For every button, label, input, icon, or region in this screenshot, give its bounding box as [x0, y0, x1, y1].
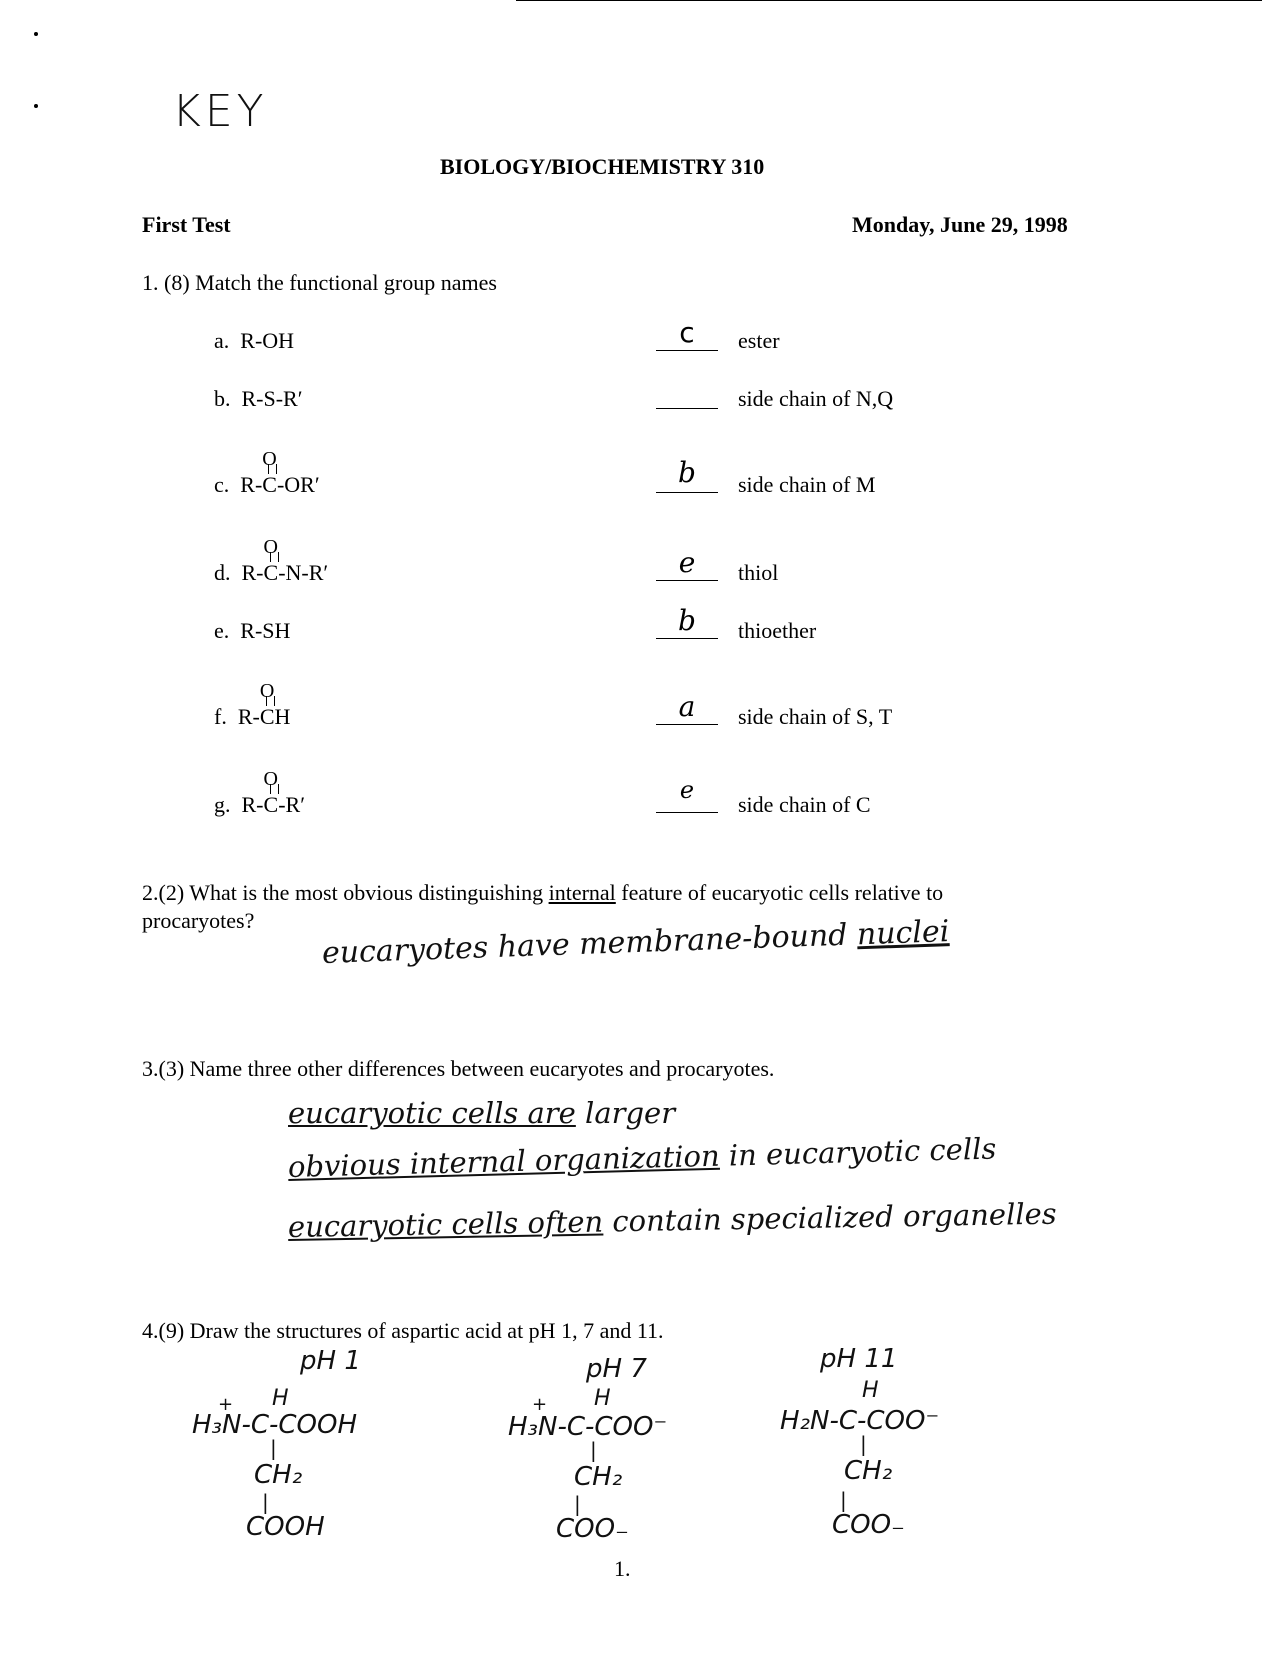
match-label: side chain of M: [738, 472, 876, 497]
test-name: First Test: [142, 212, 231, 237]
carboxylate-group: COO⁻: [594, 1412, 668, 1442]
q2-answer-underlined: nuclei: [856, 914, 950, 953]
item-letter: d.: [214, 560, 231, 585]
carbonyl-carbon: [263, 768, 279, 818]
answer-blank[interactable]: [656, 580, 718, 581]
q2-prompt-text: feature of eucaryotic cells relative to: [615, 880, 944, 905]
q1-item-f: [214, 680, 291, 730]
q1-item-a: [214, 328, 294, 354]
item-formula: R-SH: [240, 618, 291, 643]
structure-ph11-side-ch2: CH₂: [844, 1456, 893, 1486]
structure-ph11-label: pH 11: [820, 1344, 898, 1374]
q1-item-c: [214, 448, 320, 498]
answer-handwritten: e: [679, 776, 695, 804]
q2-prompt-text: 2.(2) What is the most obvious distinguishing: [142, 880, 549, 905]
item-formula-pre: R-: [237, 704, 260, 729]
answer-handwritten: a: [678, 690, 696, 723]
carboxyl-group: COOH: [278, 1410, 357, 1440]
double-bond: [268, 464, 277, 474]
item-letter: f.: [214, 704, 227, 729]
item-formula-pre: R-: [241, 560, 264, 585]
double-bond: [270, 784, 279, 794]
structure-ph7-alpha-h: H: [594, 1386, 611, 1411]
carbonyl-oxygen: O: [263, 536, 278, 558]
match-label: thiol: [738, 560, 779, 585]
bond-line: |: [574, 1492, 581, 1516]
q3-prompt: 3.(3) Name three other differences between eucaryotes and procaryotes.: [142, 1056, 775, 1081]
answer-handwritten: c: [679, 316, 695, 349]
item-letter: g.: [214, 792, 231, 817]
structure-ph7-charge: +: [532, 1394, 548, 1415]
structure-ph1-alpha-h: H: [272, 1386, 289, 1411]
structure-ph7-side-acid: COO₋: [556, 1514, 629, 1544]
carbonyl-oxygen: O: [262, 448, 277, 470]
q3-answer-2: [288, 1131, 997, 1184]
scan-speck: [34, 32, 38, 36]
carboxylate-group: COO⁻: [866, 1406, 940, 1436]
item-formula-post: -N-R′: [278, 560, 329, 585]
q4-prompt: 4.(9) Draw the structures of aspartic acid at pH 1, 7 and 11.: [142, 1318, 664, 1343]
structure-ph11-alpha-h: H: [862, 1378, 879, 1403]
q2-prompt-underlined: internal: [548, 880, 616, 905]
scan-speck: [34, 104, 38, 108]
structure-ph1-side-ch2: CH₂: [254, 1460, 303, 1490]
match-label: ester: [738, 328, 780, 353]
structure-ph11-side-acid: COO₋: [832, 1510, 905, 1540]
item-formula-pre: R-: [241, 792, 264, 817]
top-border-line: [516, 0, 1262, 1]
alpha-carbon: -C-: [241, 1410, 279, 1440]
q1-item-d: [214, 536, 329, 586]
alpha-carbon: -C-: [829, 1406, 867, 1436]
page-number: 1.: [614, 1556, 631, 1581]
carbon-atom: C: [259, 704, 275, 729]
q3-answer-underlined: eucaryotic cells are: [288, 1096, 576, 1130]
answer-handwritten: b: [678, 456, 696, 489]
item-formula: R-S-R′: [241, 386, 303, 411]
course-title: BIOLOGY/BIOCHEMISTRY 310: [440, 154, 765, 179]
carbon-atom: C: [263, 560, 279, 585]
q1-item-b: [214, 386, 303, 412]
test-date: Monday, June 29, 1998: [852, 212, 1068, 237]
bond-line: |: [840, 1488, 847, 1512]
q3-answer-text: larger: [575, 1096, 676, 1130]
carbonyl-oxygen: O: [259, 680, 275, 702]
answer-blank[interactable]: [656, 724, 718, 725]
match-label: side chain of N,Q: [738, 386, 894, 411]
structure-ph1-label: pH 1: [300, 1346, 361, 1376]
amine-group: H₂N: [780, 1406, 830, 1436]
amine-group: H₃N: [508, 1412, 558, 1442]
q2-prompt-line1: [142, 880, 943, 906]
bond-line: |: [860, 1432, 867, 1456]
carbonyl-carbon: [259, 680, 275, 730]
match-label: side chain of C: [738, 792, 871, 817]
item-letter: a.: [214, 328, 230, 353]
item-letter: e.: [214, 618, 230, 643]
double-bond: [266, 696, 275, 706]
item-formula-post: -R′: [278, 792, 305, 817]
q3-answer-1: [288, 1096, 675, 1130]
answer-blank[interactable]: [656, 350, 718, 351]
q3-answer-text: in eucaryotic cells: [719, 1131, 997, 1173]
structure-ph7-label: pH 7: [586, 1354, 647, 1384]
item-formula-pre: R-: [240, 472, 263, 497]
q2-answer-handwritten: [321, 914, 949, 971]
match-label: thioether: [738, 618, 817, 643]
q3-answer-underlined: eucaryotic cells often: [287, 1204, 604, 1244]
q3-answer-underlined: obvious internal organization: [287, 1138, 721, 1184]
match-label: side chain of S, T: [738, 704, 893, 729]
bond-line: |: [270, 1436, 277, 1460]
carbon-atom: C: [263, 792, 279, 817]
q1-item-e: [214, 618, 290, 644]
bond-line: |: [262, 1490, 269, 1514]
carbon-atom: C: [262, 472, 277, 497]
answer-blank[interactable]: [656, 638, 718, 639]
q2-prompt-line2: procaryotes?: [142, 908, 255, 933]
q1-prompt: 1. (8) Match the functional group names: [142, 270, 497, 295]
answer-handwritten: b: [678, 604, 696, 637]
key-handwritten: KEY: [172, 86, 268, 137]
q2-answer-text: eucaryotes have membrane-bound: [321, 917, 858, 971]
q3-answer-text: contain specialized organelles: [602, 1196, 1057, 1239]
item-formula-post: -OR′: [276, 472, 320, 497]
structure-ph7-side-ch2: CH₂: [574, 1462, 623, 1492]
carbonyl-oxygen: O: [263, 768, 278, 790]
q3-answer-3: [288, 1197, 1057, 1244]
structure-ph1-charge: +: [218, 1394, 234, 1415]
answer-blank[interactable]: [656, 408, 718, 409]
item-letter: c.: [214, 472, 230, 497]
answer-blank[interactable]: [656, 812, 718, 813]
amine-group: H₃N: [192, 1410, 242, 1440]
answer-handwritten: e: [678, 546, 696, 579]
carbonyl-carbon: [262, 448, 277, 498]
alpha-carbon: -C-: [557, 1412, 595, 1442]
item-letter: b.: [214, 386, 231, 411]
answer-blank[interactable]: [656, 492, 718, 493]
carbonyl-carbon: [263, 536, 279, 586]
bond-line: |: [590, 1438, 597, 1462]
double-bond: [270, 552, 279, 562]
item-formula-post: H: [274, 704, 291, 729]
structure-ph1-side-acid: COOH: [246, 1512, 325, 1542]
item-formula: R-OH: [240, 328, 295, 353]
q1-item-g: [214, 768, 305, 818]
structure-ph7-main: [508, 1412, 667, 1442]
